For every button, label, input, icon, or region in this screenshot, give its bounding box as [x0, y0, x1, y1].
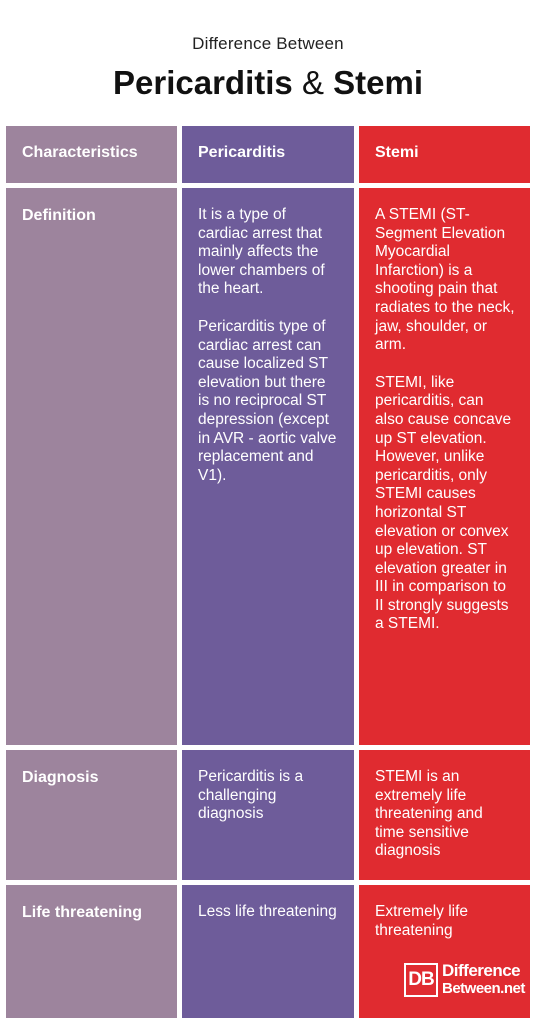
logo-text-line-2: Between.net	[442, 980, 525, 997]
definition-stemi-para-2: STEMI, like pericarditis, can also cause concave up ST elevation. However, unlike pericarditis, only STEMI causes horizontal ST elevation or convex up elevation. ST elevation greater in III in comparison to II strongly suggests a STEMI.	[375, 373, 512, 633]
definition-pericarditis-para-1: It is a type of cardiac arrest that mainly affects the lower chambers of the heart.	[198, 206, 325, 298]
definition-stemi	[359, 188, 530, 745]
header-stemi: Stemi	[359, 126, 530, 183]
title-ampersand: &	[301, 64, 324, 101]
life-threatening-stemi-text: Extremely life threatening	[375, 903, 469, 939]
definition-pericarditis-para-2: Pericarditis type of cardiac arrest can cause localized ST elevation but there is no reciprocal ST depression (except in AVR - aortic valve replacement and V1).	[198, 317, 337, 484]
title-left: Pericarditis	[113, 64, 293, 101]
life-threatening-pericarditis	[182, 885, 354, 1018]
page-subtitle: Difference Between	[192, 34, 344, 53]
row-label-life-threatening: Life threatening	[6, 885, 177, 1018]
db-logo-mark: DB	[404, 963, 438, 997]
title-right: Stemi	[333, 64, 423, 101]
header-characteristics: Characteristics	[6, 126, 177, 183]
differencebetween-logo	[404, 961, 525, 1001]
diagnosis-stemi	[359, 750, 530, 880]
row-label-diagnosis: Diagnosis	[6, 750, 177, 880]
definition-pericarditis	[182, 188, 354, 745]
life-threatening-pericarditis-text: Less life threatening	[198, 903, 337, 920]
diagnosis-stemi-text: STEMI is an extremely life threatening and time sensitive diagnosis	[375, 768, 483, 860]
diagnosis-pericarditis	[182, 750, 354, 880]
logo-text-line-1: Difference	[442, 961, 521, 980]
header-pericarditis: Pericarditis	[182, 126, 354, 183]
row-label-definition: Definition	[6, 188, 177, 745]
diagnosis-pericarditis-text: Pericarditis is a challenging diagnosis	[198, 768, 304, 823]
page-title	[0, 60, 536, 106]
definition-stemi-para-1: A STEMI (ST-Segment Elevation Myocardial Infarction) is a shooting pain that radiates to the neck, jaw, shoulder, or arm.	[375, 206, 515, 354]
